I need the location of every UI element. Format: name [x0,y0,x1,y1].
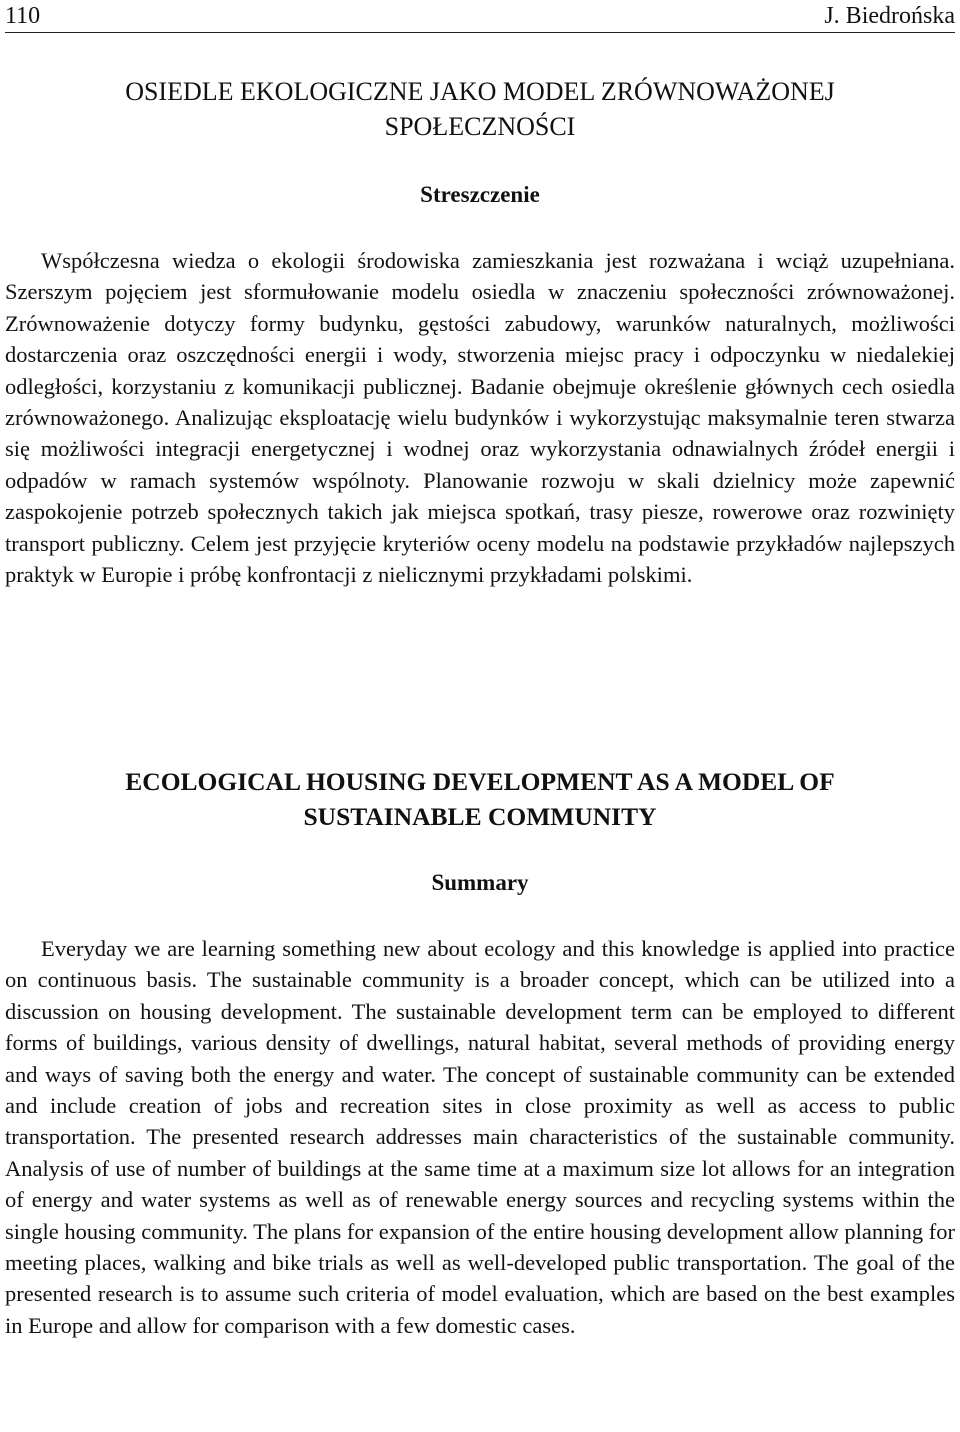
english-title-line-2: SUSTAINABLE COMMUNITY [303,802,657,831]
polish-abstract-text: Współczesna wiedza o ekologii środowiska zamieszkania jest rozważana i wciąż uzupełniana. Szerszym pojęciem jest sformułowanie modelu osiedla w znaczeniu społeczności zrównoważonej. Zrównoważenie dotyczy formy budynku, gęstości zabudowy, warunków naturalnych, możliwości dostarczenia oraz oszczędności energii i wody, stworzenia miejsc pracy i odpoczynku w niedalekiej odległości, korzystaniu z komunikacji publicznej. Badanie obejmuje określenie głównych cech osiedla zrównoważonego. Analizując eksploatację wielu budynków i wykorzystując maksymalnie teren stwarza się możliwości integracji energetycznej i wodnej oraz wykorzystania odnawialnych źródeł energii i odpadów w ramach systemów wspólnoty. Planowanie rozwoju w skali dzielnicy może zapewnić zaspokojenie potrzeb społecznych takich jak miejsca spotkań, trasy piesze, rowerowe oraz rozwinięty transport publiczny. Celem jest przyjęcie kryteriów oceny modelu na podstawie przykładów najlepszych praktyk w Europie i próbę konfrontacji z nielicznymi przykładami polskimi. [5,248,955,588]
polish-title [5,74,955,144]
english-title [5,764,955,834]
polish-title-line-2: SPOŁECZNOŚCI [384,112,576,141]
polish-title-line-1: OSIEDLE EKOLOGICZNE JAKO MODEL ZRÓWNOWAŻONEJ [125,77,835,106]
polish-abstract-heading: Streszczenie [420,182,540,207]
running-header-author: J. Biedrońska [824,3,955,29]
english-summary-heading: Summary [431,870,529,895]
english-title-line-1: ECOLOGICAL HOUSING DEVELOPMENT AS A MODEL OF [125,767,835,796]
running-header [5,2,955,33]
english-summary-text: Everyday we are learning something new about ecology and this knowledge is applied into practice on continuous basis. The sustainable community is a broader concept, which can be utilized into a discussion on housing development. The sustainable development term can be employed to different forms of buildings, various density of dwellings, natural habitat, several methods of providing energy and ways of saving both the energy and water. The concept of sustainable community can be extended and include creation of jobs and recreation sites in close proximity as well as access to public transportation. The presented research addresses main characteristics of the sustainable community. Analysis of use of number of buildings at the same time at a maximum size lot allows for an integration of energy and water systems as well as of renewable energy sources and recycling systems within the single housing community. The plans for expansion of the entire housing development allow planning for meeting places, walking and bike trials as well as well-developed public transportation. The goal of the presented research is to assume such criteria of model evaluation, which are based on the best examples in Europe and allow for comparison with a few domestic cases. [5,936,955,1338]
page-number: 110 [5,3,41,29]
